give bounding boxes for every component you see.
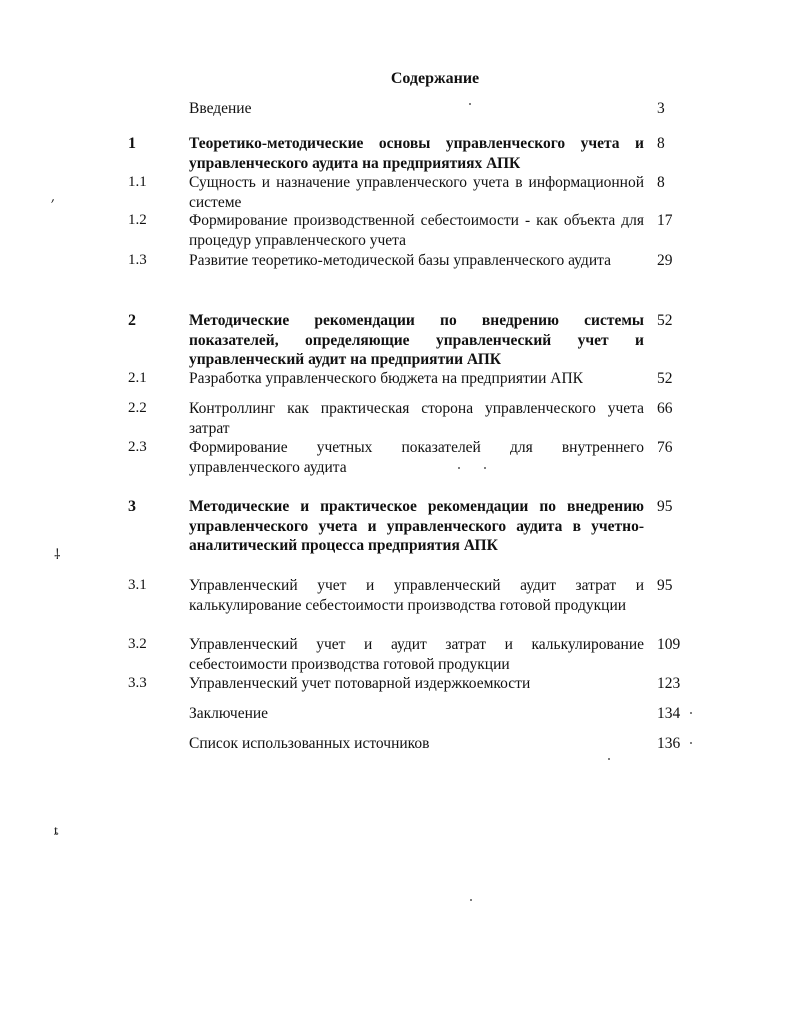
toc-page-number: 123 bbox=[657, 675, 681, 692]
toc-number: 2.3 bbox=[128, 439, 147, 455]
toc-page-number: 29 bbox=[657, 252, 673, 269]
toc-number: 1 bbox=[128, 135, 136, 152]
toc-text: Теоретико-методические основы управленческого учета и управленческого аудита на предприятиях АПК bbox=[189, 135, 644, 172]
toc-page-number: 8 bbox=[657, 174, 665, 191]
toc-text: Формирование производственной себестоимости - как объекта для процедур управленческого учета bbox=[189, 212, 644, 249]
toc-text: Управленческий учет потоварной издержкоемкости bbox=[189, 675, 531, 692]
toc-page-number: 134 bbox=[657, 705, 681, 722]
scan-speck bbox=[690, 712, 692, 714]
toc-text: Формирование учетных показателей для внутреннего управленческого аудита bbox=[189, 439, 644, 476]
toc-number: 3.2 bbox=[128, 636, 147, 652]
scan-speck bbox=[469, 103, 471, 105]
toc-text: Методические рекомендации по внедрению системы показателей, определяющие управленческий учет и управленческий аудит на предприятии АПК bbox=[189, 312, 644, 368]
toc-text: Управленческий учет и аудит затрат и калькулирование себестоимости производства готовой продукции bbox=[189, 636, 644, 673]
toc-number: 3.3 bbox=[128, 675, 147, 691]
toc-text: Развитие теоретико-методической базы управленческого аудита bbox=[189, 252, 611, 269]
toc-number: 2.1 bbox=[128, 370, 147, 386]
toc-text: Введение bbox=[189, 100, 252, 117]
toc-text: Сущность и назначение управленческого учета в информационной системе bbox=[189, 174, 644, 211]
toc-page-number: 17 bbox=[657, 212, 673, 229]
toc-text: Разработка управленческого бюджета на предприятии АПК bbox=[189, 370, 583, 387]
toc-page-number: 52 bbox=[657, 312, 673, 329]
scan-artifact-icon: ⸸ bbox=[54, 548, 61, 563]
toc-number: 2 bbox=[128, 312, 136, 329]
toc-page-number: 8 bbox=[657, 135, 665, 152]
toc-text: Управленческий учет и управленческий аудит затрат и калькулирование себестоимости производства готовой продукции bbox=[189, 577, 644, 614]
toc-number: 2.2 bbox=[128, 400, 147, 416]
toc-text: Заключение bbox=[189, 705, 269, 722]
scan-speck bbox=[484, 467, 486, 469]
scan-speck bbox=[690, 742, 692, 744]
toc-number: 1.3 bbox=[128, 252, 147, 268]
page-title: Содержание bbox=[390, 70, 480, 87]
scan-speck bbox=[458, 467, 460, 469]
toc-page-number: 95 bbox=[657, 577, 673, 594]
scan-speck bbox=[470, 899, 472, 901]
toc-page-number: 52 bbox=[657, 370, 673, 387]
toc-number: 1.1 bbox=[128, 174, 147, 190]
toc-page-number: 136 bbox=[657, 735, 681, 752]
toc-number: 1.2 bbox=[128, 212, 147, 228]
toc-page-number: 95 bbox=[657, 498, 673, 515]
toc-text: Методические и практическое рекомендации по внедрению управленческого учета и управленческого аудита в учетно-аналитический процесса предприятия АПК bbox=[189, 498, 644, 554]
toc-number: 3.1 bbox=[128, 577, 147, 593]
toc-text: Список использованных источников bbox=[189, 735, 430, 752]
toc-page-number: 76 bbox=[657, 439, 673, 456]
toc-page-number: 109 bbox=[657, 636, 681, 653]
toc-page-number: 66 bbox=[657, 400, 673, 417]
toc-number: 3 bbox=[128, 498, 136, 515]
toc-text: Контроллинг как практическая сторона управленческого учета затрат bbox=[189, 400, 644, 437]
scan-speck bbox=[608, 758, 610, 760]
toc-page-number: 3 bbox=[657, 100, 665, 117]
scan-artifact-icon: ȶ bbox=[54, 824, 59, 839]
